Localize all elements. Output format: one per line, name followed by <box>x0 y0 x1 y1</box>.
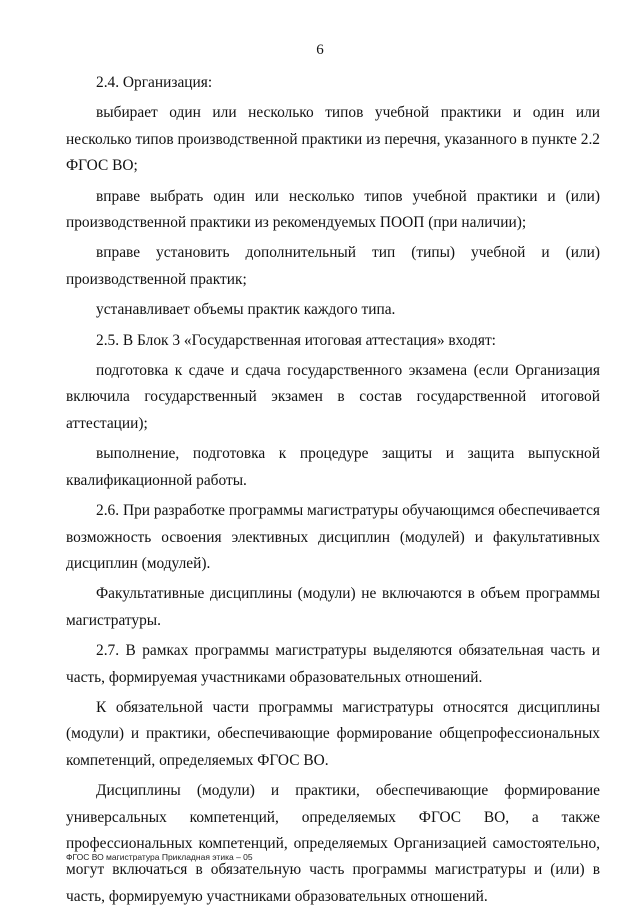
paragraph-mandatory-part: К обязательной части программы магистратуры относятся дисциплины (модули) и практики, обеспечивающие формирование общепрофессиональных компетенций, определяемых ФГОС ВО. <box>66 698 600 769</box>
paragraph-optional-disciplines: Факультативные дисциплины (модули) не включаются в объем программы магистратуры. <box>66 585 600 629</box>
paragraph-state-exam: подготовка к сдаче и сдача государственного экзамена (если Организация включила государственный экзамен в состав государственной итоговой аттестации); <box>66 362 600 432</box>
paragraph-2-6: 2.6. При разработке программы магистратуры обучающимся обеспечивается возможность освоения элективных дисциплин (модулей) и факультативных дисциплин (модулей). <box>66 502 600 572</box>
paragraph-may-choose: вправе выбрать один или несколько типов учебной практики и (или) производственной практики из рекомендуемых ПООП (при наличии); <box>66 187 600 232</box>
paragraph-universal-competencies: Дисциплины (модули) и практики, обеспечивающие формирование универсальных компетенций, определяемых ФГОС ВО, а также профессиональных компетенций, определяемых Организацией самостоятельно, могут включаться в обязательную часть программы магистратуры и (или) в часть, формируемую участниками образовательных отношений. <box>66 782 600 905</box>
document-body <box>66 70 600 910</box>
paragraph-chooses-practice-types: выбирает один или несколько типов учебной практики и один или несколько типов производственной практики из перечня, указанного в пункте 2.2 ФГОС ВО; <box>66 104 600 175</box>
footer-note: ФГОС ВО магистратура Прикладная этика – 05 <box>66 852 253 862</box>
paragraph-2-5-heading: 2.5. В Блок 3 «Государственная итоговая аттестация» входят: <box>96 331 496 349</box>
paragraph-2-4-heading: 2.4. Организация: <box>96 74 213 91</box>
paragraph-thesis: выполнение, подготовка к процедуре защиты и защита выпускной квалификационной работы. <box>66 445 600 489</box>
page-number: 6 <box>316 42 324 58</box>
paragraph-may-establish: вправе установить дополнительный тип (типы) учебной и (или) производственной практик; <box>66 244 600 288</box>
paragraph-2-7: 2.7. В рамках программы магистратуры выделяются обязательная часть и часть, формируемая участниками образовательных отношений. <box>66 642 600 686</box>
paragraph-sets-volumes: устанавливает объемы практик каждого типа. <box>96 301 396 319</box>
